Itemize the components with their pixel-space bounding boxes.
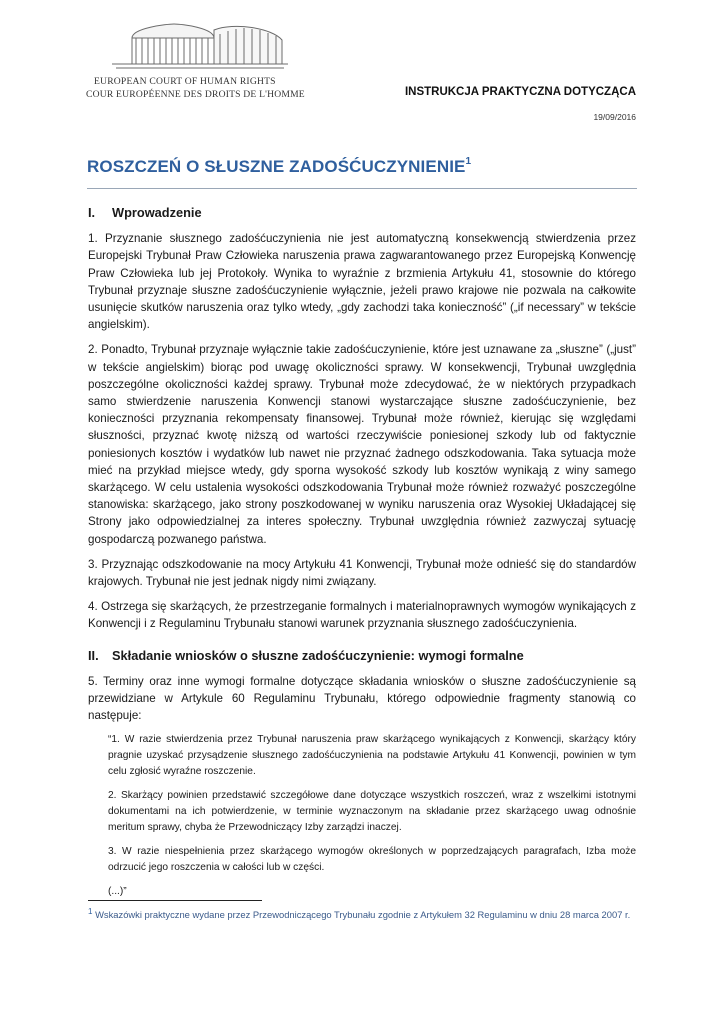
document-body: [88, 204, 636, 908]
court-name-fr: COUR EUROPÉENNE DES DROITS DE L'HOMME: [86, 89, 305, 100]
quote-paragraph-2: 2. Skarżący powinien przedstawić szczegółowe dane dotyczące wszystkich roszczeń, wraz z wszelkimi istotnymi dokumentami na ich potwierdzenie, w terminie wyznaczonym na składanie przez skarżącego uwag odnośnie meritum sprawy, chyba że Przewodniczący Izby zarządzi inaczej.: [108, 790, 636, 834]
section-title: Składanie wniosków o słuszne zadośćuczynienie: wymogi formalne: [112, 647, 524, 663]
section-number: II.: [88, 647, 99, 663]
quote-ellipsis: (...)”: [108, 886, 127, 898]
paragraph-5: 5. Terminy oraz inne wymogi formalne dotyczące składania wniosków o słuszne zadośćuczynienie są przewidziane w Artykule 60 Regulaminu Trybunału, którego odpowiednie fragmenty stanowią co następuje:: [88, 674, 636, 723]
footnote-number: 1: [88, 907, 93, 916]
rule-60-quote: [108, 732, 636, 900]
page-title-text: ROSZCZEŃ O SŁUSZNE ZADOŚĆUCZYNIENIE: [87, 157, 466, 176]
quote-paragraph-1: “1. W razie stwierdzenia przez Trybunał naruszenia praw skarżącego wynikających z Konwencji, skarżący który pragnie uzyskać przysądzenie słusznego zadośćuczynienia na podstawie Artykułu 41 Konwencji, powinien w tym celu zgłosić wyraźne roszczenie.: [108, 734, 636, 778]
court-logo: [86, 20, 306, 100]
quote-paragraph-3: 3. W razie niespełnienia przez skarżącego wymogów określonych w poprzedzających paragrafach, Izba może odrzucić jego roszczenia w całości lub w części.: [108, 846, 636, 874]
paragraph-1: 1. Przyznanie słusznego zadośćuczynienia nie jest automatyczną konsekwencją stwierdzenia przez Europejski Trybunał Praw Człowieka naruszenia prawa zagwarantowanego przez Europejską Konwencję Praw Człowieka lub jej Protokoły. Wynika to wyraźnie z brzmienia Artykułu 41, stosownie do którego Trybunał przyznaje słuszne zadośćuczynienie wyłącznie, jeżeli prawo krajowe nie pozwala na całkowite usunięcie skutków naruszenia oraz tylko wtedy, „gdy zachodzi taka konieczność” („if necessary” w tekście angielskim).: [88, 232, 636, 332]
footnote: [88, 905, 636, 923]
section-number: I.: [88, 205, 96, 220]
section-heading-introduction: [88, 204, 636, 221]
document-type: INSTRUKCJA PRAKTYCZNA DOTYCZĄCA: [404, 86, 636, 98]
title-footnote-ref[interactable]: 1: [465, 156, 472, 167]
section-title: Wprowadzenie: [112, 205, 202, 220]
title-divider: [87, 188, 637, 189]
document-date: 19/09/2016: [593, 112, 636, 122]
footnote-divider: [88, 900, 262, 901]
court-name-en: EUROPEAN COURT OF HUMAN RIGHTS: [94, 76, 276, 87]
footnote-text: Wskazówki praktyczne wydane przez Przewodniczącego Trybunału zgodnie z Artykułem 32 Regulaminu w dniu 28 marca 2007 r.: [95, 909, 631, 921]
page-title: [87, 156, 471, 177]
paragraph-4: 4. Ostrzega się skarżących, że przestrzeganie formalnych i materialnoprawnych wymogów wynikających z Konwencji i z Regulaminu Trybunału stanowi warunek przyznania słusznego zadośćuczynienia.: [88, 600, 636, 631]
court-building-icon: [102, 20, 292, 72]
paragraph-2: 2. Ponadto, Trybunał przyznaje wyłącznie takie zadośćuczynienie, które jest uznawane za „słuszne” („just” w tekście angielskim) biorąc pod uwagę okoliczności sprawy. W konsekwencji, Trybunał uwzględnia poszczególne okoliczności każdej sprawy. Trybunał może zdecydować, że w niektórych przypadkach samo stwierdzenie naruszenia Konwencji stanowi wystarczające słuszne zadośćuczynienie, bez konieczności przyznania rekompensaty finansowej. Trybunał może również, kierując się względami słuszności, przyznać kwotę niższą od wartości rzeczywiście poniesionej szkody lub od faktycznie poniesionych kosztów i wydatków lub nawet nie przyznać żadnego odszkodowania. Taka sytuacja może mieć na przykład miejsce wtedy, gdy sporna wysokość szkody lub kosztów wynikają z winy samego skarżącego. W celu ustalenia wysokości odszkodowania Trybunał może również rozważyć poszczególne stanowiska: skarżącego, jako strony poszkodowanej w wyniku naruszenia oraz Wysokiej Układającej się Strony jako odpowiedzialnej za interes społeczny. Trybunał uwzględnia również zazwyczaj sytuację gospodarczą pozwanego państwa.: [88, 343, 636, 546]
section-heading-formal-requirements: [88, 647, 636, 664]
paragraph-3: 3. Przyznając odszkodowanie na mocy Artykułu 41 Konwencji, Trybunał może odnieść się do standardów krajowych. Trybunał nie jest jednak nigdy nimi związany.: [88, 557, 636, 589]
